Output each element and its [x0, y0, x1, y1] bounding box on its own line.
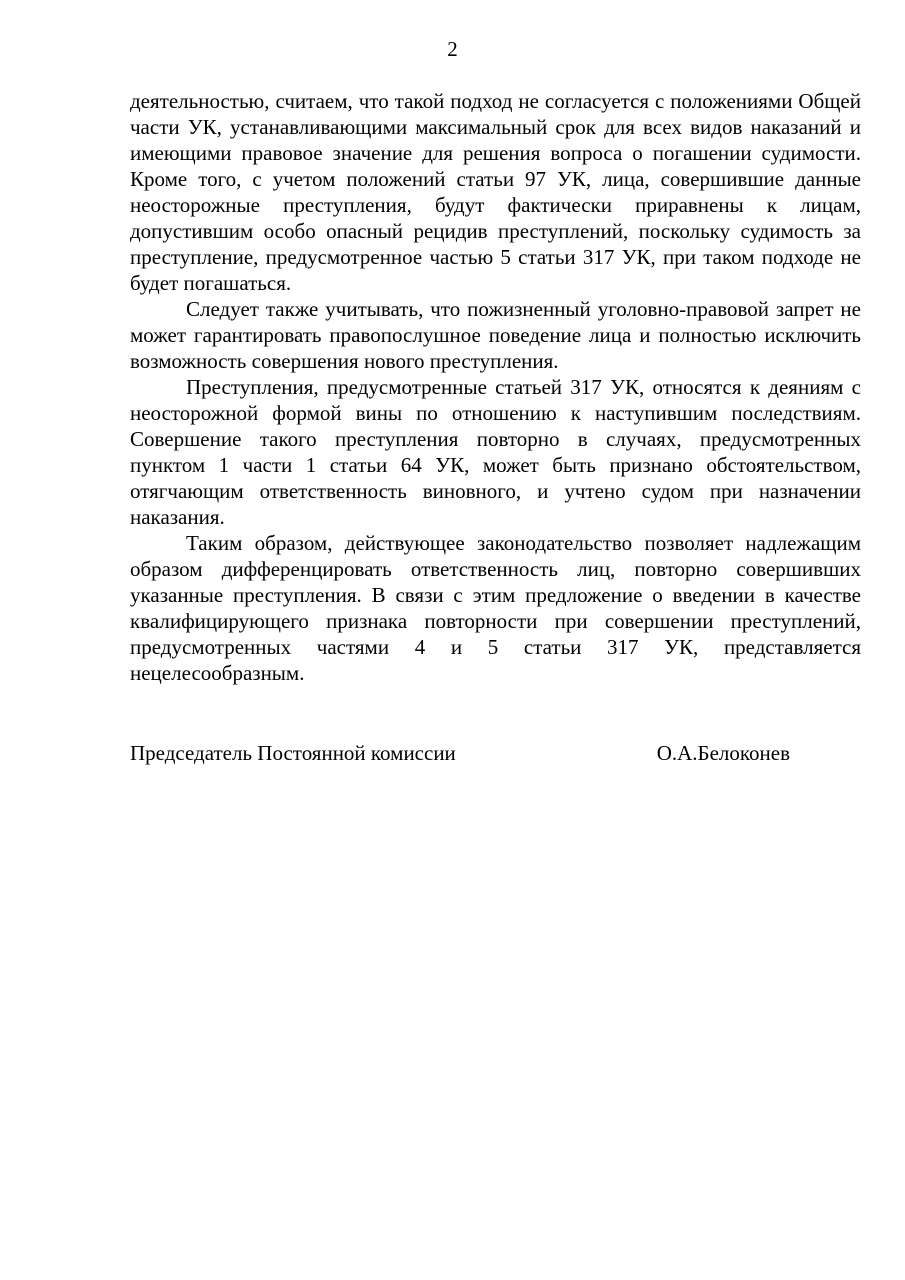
document-body	[130, 88, 861, 686]
paragraph-4: Таким образом, действующее законодательство позволяет надлежащим образом дифференцировать ответственность лиц, повторно совершивших указанные преступления. В связи с этим предложение о введении в качестве квалифицирующего признака повторности при совершении преступлений, предусмотренных частями 4 и 5 статьи 317 УК, представляется нецелесообразным.	[130, 531, 861, 685]
paragraph-2: Следует также учитывать, что пожизненный уголовно-правовой запрет не может гарантировать правопослушное поведение лица и полностью исключить возможность совершения нового преступления.	[130, 297, 861, 373]
page-number: 2	[447, 37, 458, 61]
paragraph-3: Преступления, предусмотренные статьей 317 УК, относятся к деяниям с неосторожной формой вины по отношению к наступившим последствиям. Совершение такого преступления повторно в случаях, предусмотренных пунктом 1 части 1 статьи 64 УК, может быть признано обстоятельством, отягчающим ответственность виновного, и учтено судом при назначении наказания.	[130, 375, 861, 529]
paragraph-1: деятельностью, считаем, что такой подход не согласуется с положениями Общей части УК, устанавливающими максимальный срок для всех видов наказаний и имеющими правовое значение для решения вопроса о погашении судимости. Кроме того, с учетом положений статьи 97 УК, лица, совершившие данные неосторожные преступления, будут фактически приравнены к лицам, допустившим особо опасный рецидив преступлений, поскольку судимость за преступление, предусмотренное частью 5 статьи 317 УК, при таком подходе не будет погашаться.	[130, 89, 861, 295]
signatory-name: О.А.Белоконев	[656, 741, 790, 765]
signatory-title: Председатель Постоянной комиссии	[130, 741, 456, 765]
